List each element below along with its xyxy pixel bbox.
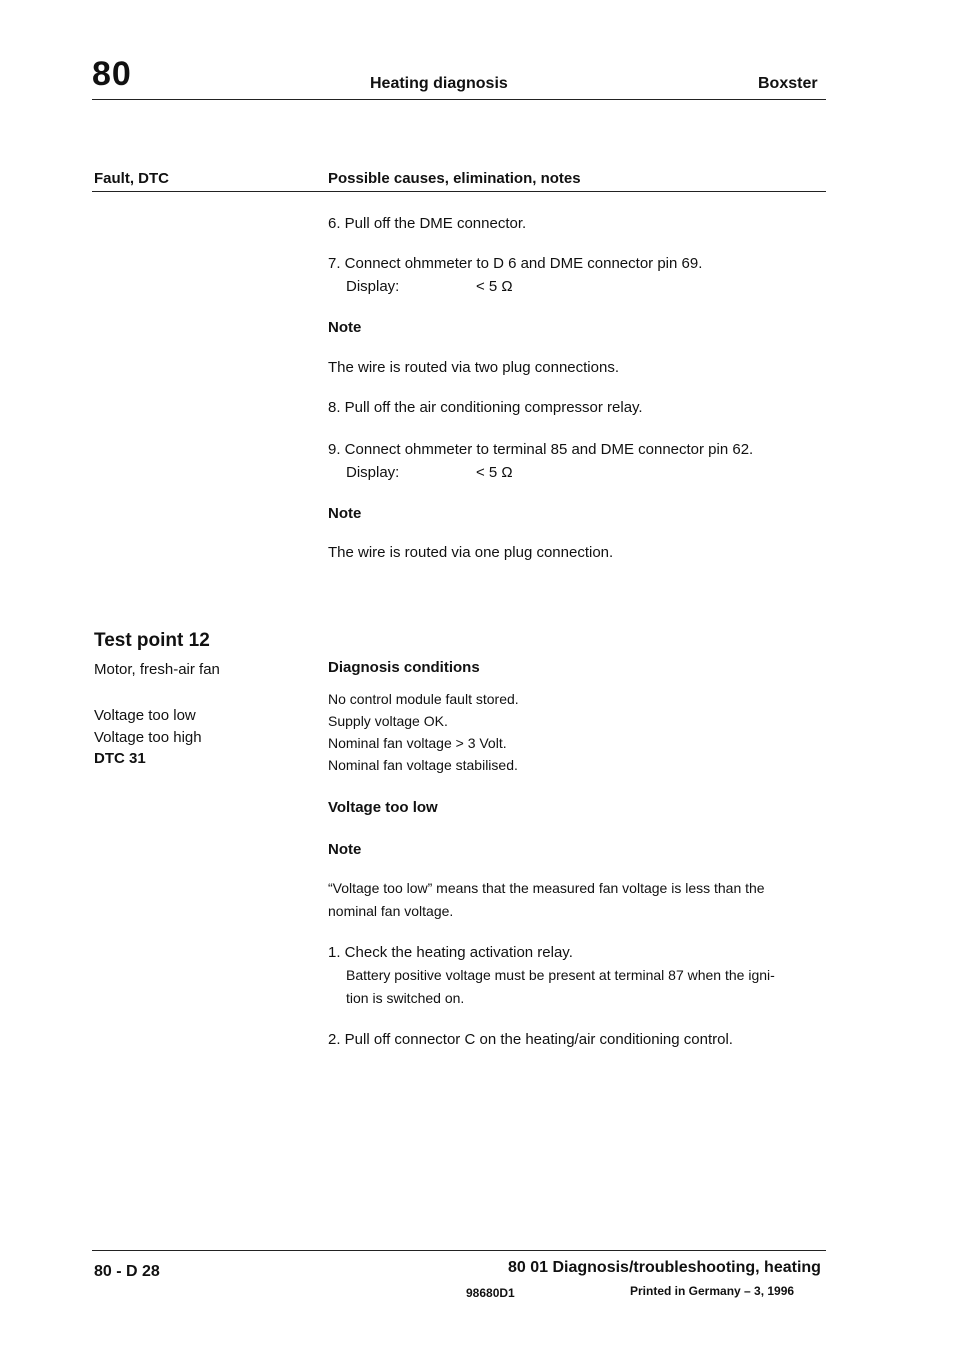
header-title: Heating diagnosis — [370, 75, 508, 92]
column-heading-causes: Possible causes, elimination, notes — [328, 170, 581, 187]
step-7-display — [328, 277, 866, 296]
note-text: “Voltage too low” means that the measured fan voltage is less than the — [328, 880, 765, 896]
note-text: nominal fan voltage. — [328, 903, 454, 919]
footer-rule — [92, 1250, 826, 1251]
header-model: Boxster — [758, 75, 818, 92]
chapter-number: 80 — [92, 55, 132, 93]
step-1-detail: Battery positive voltage must be present at terminal 87 when the igni- — [346, 967, 775, 983]
test-point-title: Test point 12 — [94, 630, 210, 651]
condition-item: No control module fault stored. — [328, 691, 519, 707]
column-heading-fault: Fault, DTC — [94, 170, 169, 187]
display-value: < 5 Ω — [476, 464, 513, 481]
voltage-low-title: Voltage too low — [328, 799, 438, 816]
display-label: Display: — [346, 278, 400, 295]
step-7: 7. Connect ohmmeter to D 6 and DME connector pin 69. — [328, 255, 703, 272]
condition-item: Nominal fan voltage > 3 Volt. — [328, 735, 507, 751]
footer-printed: Printed in Germany – 3, 1996 — [630, 1284, 795, 1298]
note-title: Note — [328, 841, 362, 858]
conditions-title: Diagnosis conditions — [328, 659, 480, 676]
footer-section: 80 01 Diagnosis/troubleshooting, heating — [508, 1259, 821, 1276]
step-6: 6. Pull off the DME connector. — [328, 215, 527, 232]
note-title: Note — [328, 505, 362, 522]
step-1: 1. Check the heating activation relay. — [328, 944, 573, 961]
column-heading-rule — [92, 191, 826, 192]
condition-item: Nominal fan voltage stabilised. — [328, 757, 518, 773]
note-text: The wire is routed via one plug connection. — [328, 544, 614, 561]
footer-code: 98680D1 — [466, 1286, 515, 1300]
display-value: < 5 Ω — [476, 278, 513, 295]
dtc-code: DTC 31 — [94, 750, 146, 767]
header-rule — [92, 99, 826, 100]
step-8: 8. Pull off the air conditioning compressor relay. — [328, 399, 643, 416]
step-9: 9. Connect ohmmeter to terminal 85 and DME connector pin 62. — [328, 441, 754, 458]
display-label: Display: — [346, 464, 400, 481]
test-point-component: Motor, fresh-air fan — [94, 661, 220, 678]
step-2: 2. Pull off connector C on the heating/air conditioning control. — [328, 1031, 733, 1048]
step-1-detail: tion is switched on. — [346, 990, 465, 1006]
note-text: The wire is routed via two plug connections. — [328, 359, 619, 376]
fault-voltage-high: Voltage too high — [94, 729, 202, 746]
page-number: 80 - D 28 — [94, 1263, 160, 1280]
fault-voltage-low: Voltage too low — [94, 707, 196, 724]
note-title: Note — [328, 319, 362, 336]
step-9-display — [328, 463, 866, 482]
condition-item: Supply voltage OK. — [328, 713, 448, 729]
